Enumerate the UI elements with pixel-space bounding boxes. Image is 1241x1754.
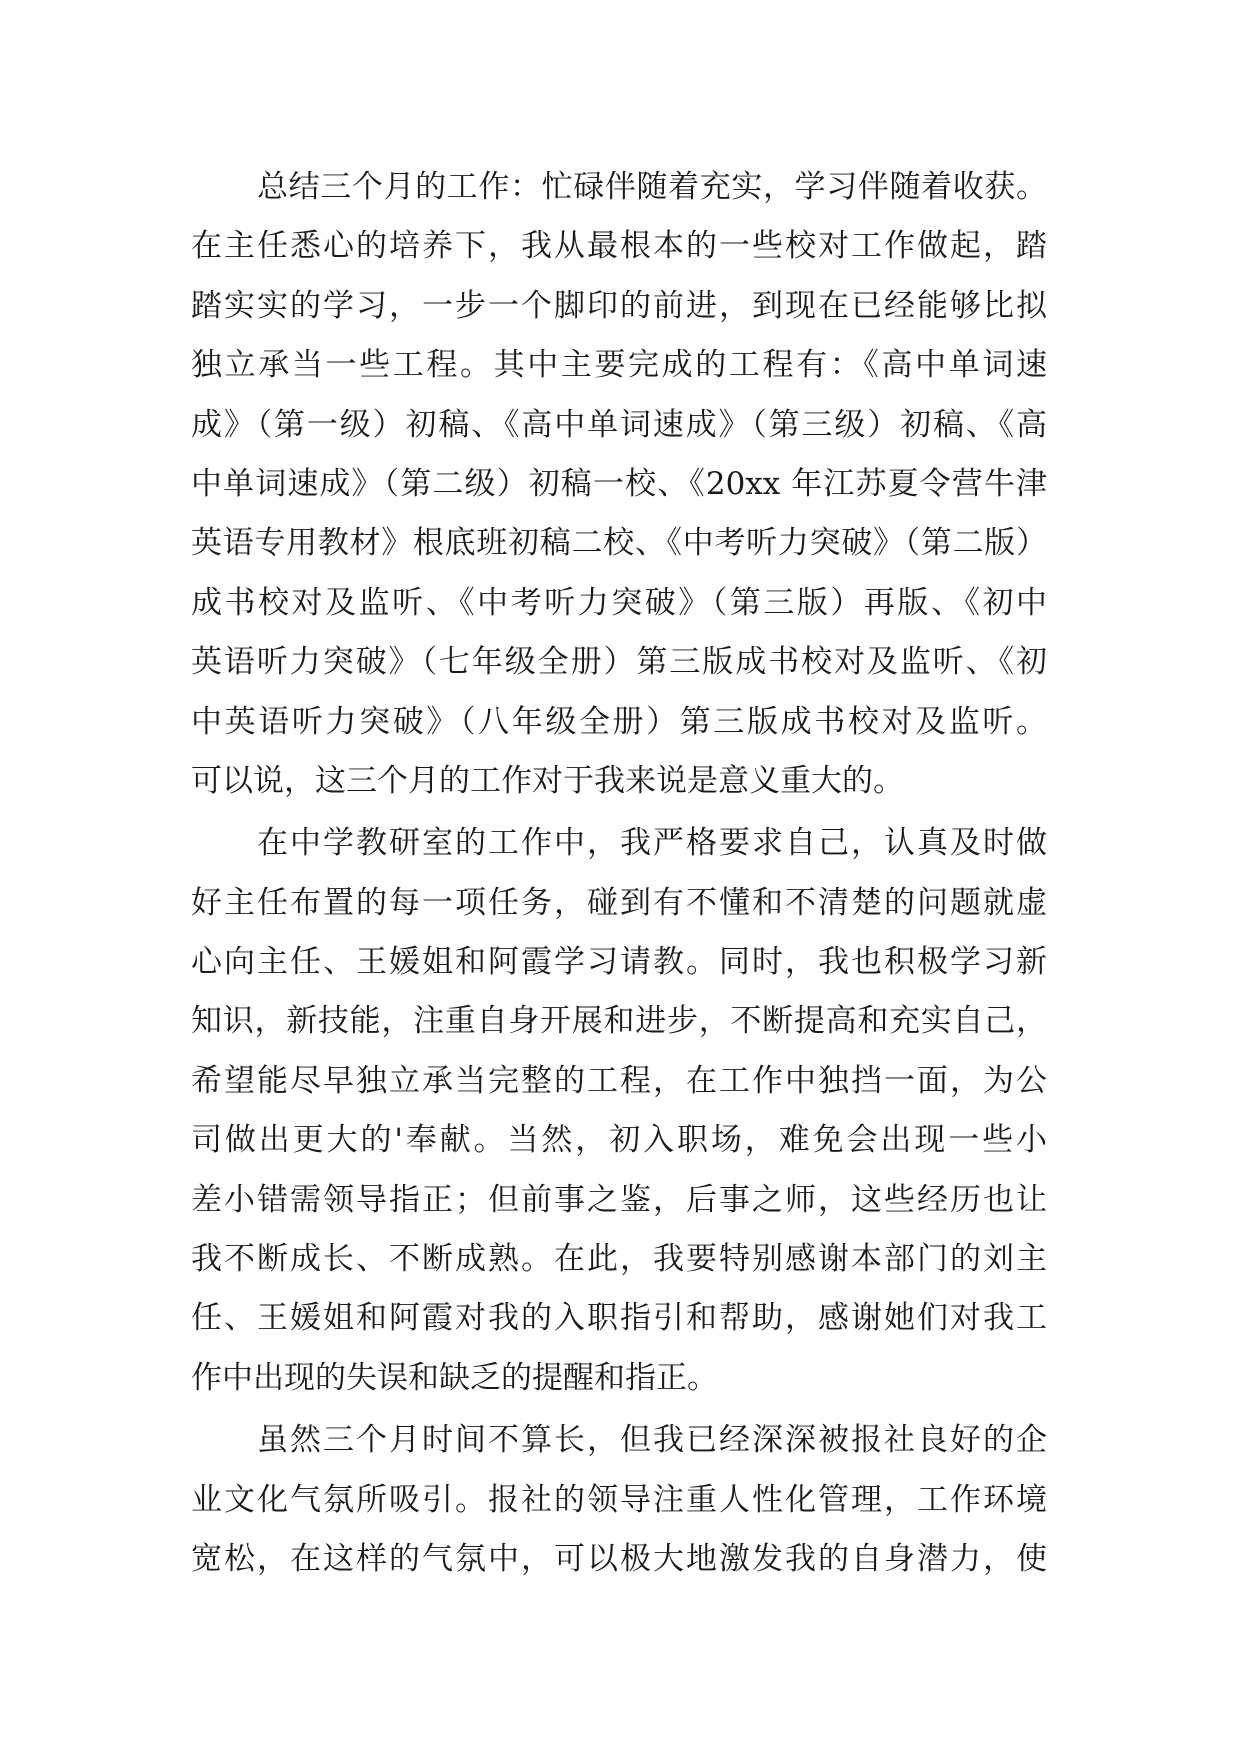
text-line: 任、王媛姐和阿霞对我的入职指引和帮助，感谢她们对我工	[191, 1300, 1047, 1337]
text-line: 总结三个月的工作：忙碌伴随着充实，学习伴随着收获。	[257, 169, 1047, 205]
text-line: 成书校对及监听、《中考听力突破》（第三版）再版、《初中	[191, 584, 1047, 621]
text-line: 我不断成长、不断成熟。在此，我要特别感谢本部门的刘主	[191, 1241, 1047, 1278]
text-line: 独立承当一些工程。其中主要完成的工程有：《高中单词速	[191, 347, 1047, 384]
text-line: 在主任悉心的培养下，我从最根本的一些校对工作做起，踏	[191, 228, 1047, 265]
text-line: 希望能尽早独立承当完整的工程，在工作中独挡一面，为公	[191, 1062, 1047, 1099]
text-line: 虽然三个月时间不算长，但我已经深深被报社良好的企	[257, 1422, 1047, 1459]
text-line: 作中出现的失误和缺乏的提醒和指正。	[191, 1359, 718, 1396]
text-line: 中单词速成》（第二级）初稿一校、《20xx 年江苏夏令营牛津	[191, 465, 1047, 502]
text-line: 好主任布置的每一项任务，碰到有不懂和不清楚的问题就虚	[191, 884, 1047, 921]
text-line: 踏实实的学习，一步一个脚印的前进，到现在已经能够比拟	[191, 287, 1047, 324]
text-line: 司做出更大的'奉献。当然，初入职场，难免会出现一些小	[191, 1122, 1047, 1159]
paragraph-3	[191, 1411, 1047, 1589]
document-body	[191, 158, 1047, 1592]
text-line: 业文化气氛所吸引。报社的领导注重人性化管理，工作环境	[191, 1481, 1047, 1518]
text-line: 英语听力突破》（七年级全册）第三版成书校对及监听、《初	[191, 644, 1047, 681]
text-line: 在中学教研室的工作中，我严格要求自己，认真及时做	[257, 825, 1047, 862]
paragraph-2	[191, 814, 1047, 1408]
text-line: 差小错需领导指正；但前事之鉴，后事之师，这些经历也让	[191, 1181, 1047, 1218]
text-line: 心向主任、王媛姐和阿霞学习请教。同时，我也积极学习新	[191, 944, 1047, 981]
text-line: 英语专用教材》根底班初稿二校、《中考听力突破》（第二版）	[191, 525, 1047, 562]
text-line: 可以说，这三个月的工作对于我来说是意义重大的。	[191, 762, 904, 799]
paragraph-1	[191, 158, 1047, 811]
text-line: 成》（第一级）初稿、《高中单词速成》（第三级）初稿、《高	[191, 406, 1047, 443]
text-line: 宽松，在这样的气氛中，可以极大地激发我的自身潜力，使	[191, 1540, 1047, 1577]
text-line: 中英语听力突破》（八年级全册）第三版成书校对及监听。	[191, 703, 1047, 740]
text-line: 知识，新技能，注重自身开展和进步，不断提高和充实自己，	[191, 1003, 1047, 1040]
